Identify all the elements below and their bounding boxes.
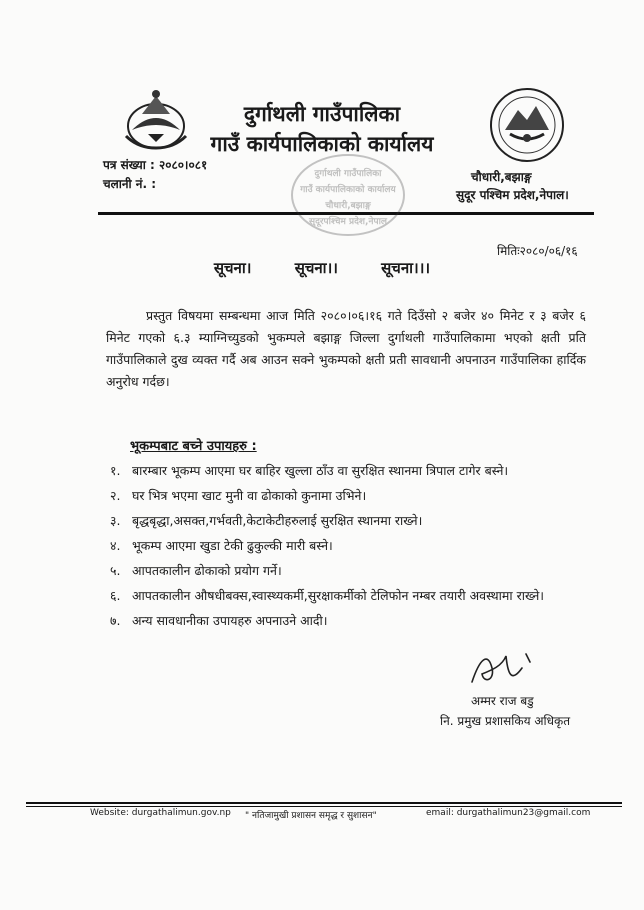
- list-item: ६. आपतकालीन औषधीबक्स,स्वास्थ्यकर्मी,सुरक्षाकर्मीको टेलिफोन नम्बर तयारी अवस्थामा राख्ने।: [110, 588, 545, 603]
- list-item: ५. आपतकालीन ढोकाको प्रयोग गर्ने।: [110, 563, 282, 578]
- footer-website: Website: durgathalimun.gov.np: [90, 808, 231, 818]
- letter-date: मितिः२०८०/०६/१६: [497, 244, 578, 258]
- notice-1: सूचना।: [213, 259, 252, 277]
- notice-3: सूचना।।।: [381, 259, 431, 277]
- stamp-line-2: गाउँ कार्यपालिकाको कार्यालय: [300, 185, 396, 195]
- list-item: ३. बृद्धबृद्धा,असक्त,गर्भवती,केटाकेटीहरुलाई सुरक्षित स्थानमा राख्ने।: [110, 513, 423, 528]
- list-item: ७. अन्य सावधानीका उपायहरु अपनाउने आदी।: [110, 613, 328, 628]
- office-name: गाउँ कार्यपालिकाको कार्यालय: [210, 132, 434, 156]
- list-item: १. बारम्बार भूकम्प आएमा घर बाहिर खुल्ला ठाँउ वा सुरक्षित स्थानमा त्रिपाल टागेर बस्ने।: [110, 463, 509, 478]
- notice-heading: [0, 258, 644, 278]
- notice-body: प्रस्तुत विषयमा सम्बन्धमा आज मिति २०८०।०६।१६ गते दिउँसो २ बजेर ४० मिनेट र ३ बजेर ६ मिनेट गएको ६.३ म्याग्निच्युडको भुकम्पले बझाङ्ग जिल्ला दुर्गाथली गाउँपालिकामा भएको क्षती प्रति गाउँपालिकाले दुख व्यक्त गर्दै अब आउन सक्ने भुकम्पको क्षती प्रती सावधानी अपनाउन गाउँपालिका हार्दिक अनुरोध गर्दछ।: [106, 308, 586, 389]
- signer-name: अम्मर राज बडु: [471, 694, 534, 708]
- footer-slogan: " नतिजामुखी प्रशासन समृद्ध र सुशासन": [245, 811, 377, 821]
- list-item: २. घर भित्र भएमा खाट मुनी वा ढोकाको कुनामा उभिने।: [110, 488, 367, 503]
- dispatch-number: चलानी नं. :: [103, 177, 157, 191]
- office-stamp: [288, 150, 408, 240]
- footer-email: email: durgathalimun23@gmail.com: [426, 808, 591, 818]
- stamp-line-1: दुर्गाथली गाउँपालिका: [314, 169, 382, 179]
- measures-heading: भूकम्पबाट बच्ने उपायहरु :: [130, 439, 257, 454]
- notice-2: सूचना।।: [294, 259, 338, 277]
- list-item: ४. भूकम्प आएमा खुडा टेकी ढुकुल्की मारी बस्ने।: [110, 538, 333, 553]
- address-line-1: चौधारी,बझाङ्ग: [471, 170, 532, 184]
- ref-number: पत्र संख्या : २०८०।०८१: [103, 158, 208, 172]
- address-line-2: सुदूर पश्चिम प्रदेश,नेपाल।: [456, 188, 569, 202]
- signer-title: नि. प्रमुख प्रशासकिय अधिकृत: [440, 714, 571, 728]
- stamp-line-4: सुदूरपश्चिम प्रदेश,नेपाल: [308, 217, 388, 227]
- stamp-line-3: चौधारी,बझाङ्ग: [325, 201, 371, 211]
- measures-list: [110, 458, 600, 633]
- footer-divider: [26, 802, 622, 807]
- org-name: दुर्गाथली गाउँपालिका: [243, 102, 401, 126]
- signature: [462, 648, 572, 688]
